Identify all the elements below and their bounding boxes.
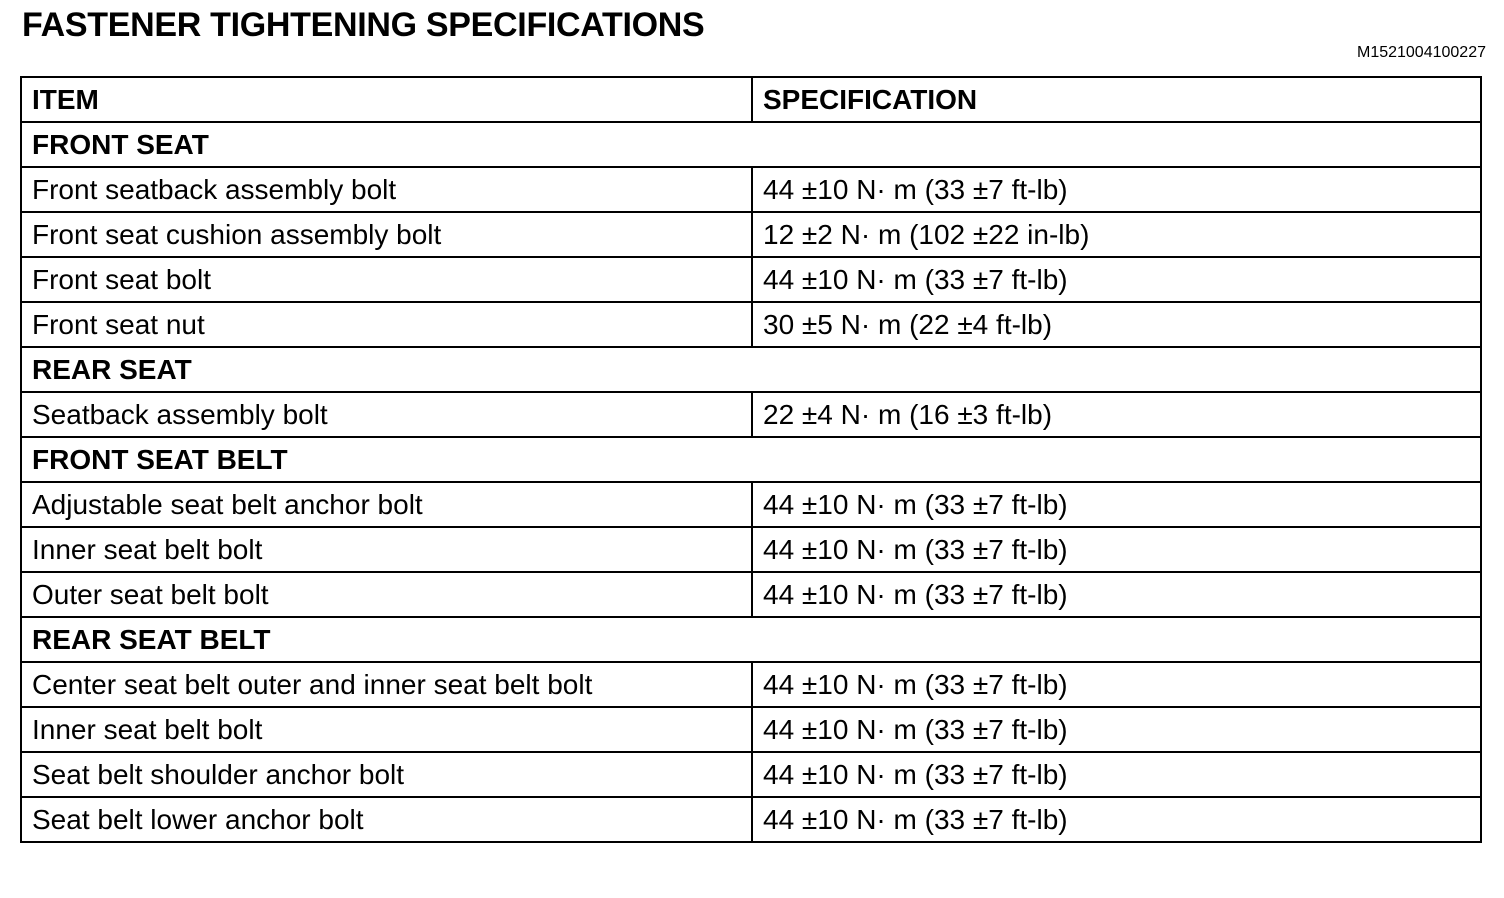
item-cell: Center seat belt outer and inner seat belt bolt xyxy=(21,662,752,707)
table-row xyxy=(21,212,1481,257)
item-cell: Front seatback assembly bolt xyxy=(21,167,752,212)
table-row xyxy=(21,257,1481,302)
item-cell: Inner seat belt bolt xyxy=(21,527,752,572)
spec-cell: 44 ±10 N· m (33 ±7 ft-lb) xyxy=(752,167,1481,212)
section-title: FRONT SEAT xyxy=(21,122,1481,167)
table-row xyxy=(21,482,1481,527)
item-cell: Front seat bolt xyxy=(21,257,752,302)
section-title: REAR SEAT xyxy=(21,347,1481,392)
table-row xyxy=(21,797,1481,842)
section-row xyxy=(21,122,1481,167)
table-row xyxy=(21,302,1481,347)
table-header-row xyxy=(21,77,1481,122)
spec-cell: 22 ±4 N· m (16 ±3 ft-lb) xyxy=(752,392,1481,437)
section-title: FRONT SEAT BELT xyxy=(21,437,1481,482)
spec-cell: 44 ±10 N· m (33 ±7 ft-lb) xyxy=(752,257,1481,302)
table-row xyxy=(21,572,1481,617)
spec-cell: 12 ±2 N· m (102 ±22 in-lb) xyxy=(752,212,1481,257)
page-title: FASTENER TIGHTENING SPECIFICATIONS xyxy=(22,6,705,44)
table-row xyxy=(21,167,1481,212)
table-row xyxy=(21,752,1481,797)
header-item: ITEM xyxy=(21,77,752,122)
spec-cell: 44 ±10 N· m (33 ±7 ft-lb) xyxy=(752,797,1481,842)
item-cell: Seat belt lower anchor bolt xyxy=(21,797,752,842)
spec-cell: 44 ±10 N· m (33 ±7 ft-lb) xyxy=(752,572,1481,617)
document-id: M1521004100227 xyxy=(1356,44,1486,61)
section-row xyxy=(21,347,1481,392)
item-cell: Outer seat belt bolt xyxy=(21,572,752,617)
spec-cell: 44 ±10 N· m (33 ±7 ft-lb) xyxy=(752,752,1481,797)
header-specification: SPECIFICATION xyxy=(752,77,1481,122)
spec-cell: 44 ±10 N· m (33 ±7 ft-lb) xyxy=(752,527,1481,572)
section-title: REAR SEAT BELT xyxy=(21,617,1481,662)
section-row xyxy=(21,437,1481,482)
item-cell: Front seat nut xyxy=(21,302,752,347)
table-row xyxy=(21,527,1481,572)
spec-cell: 44 ±10 N· m (33 ±7 ft-lb) xyxy=(752,482,1481,527)
section-row xyxy=(21,617,1481,662)
spec-table xyxy=(20,76,1482,843)
item-cell: Inner seat belt bolt xyxy=(21,707,752,752)
table-row xyxy=(21,392,1481,437)
item-cell: Seatback assembly bolt xyxy=(21,392,752,437)
table-row xyxy=(21,707,1481,752)
item-cell: Adjustable seat belt anchor bolt xyxy=(21,482,752,527)
spec-cell: 44 ±10 N· m (33 ±7 ft-lb) xyxy=(752,662,1481,707)
spec-cell: 30 ±5 N· m (22 ±4 ft-lb) xyxy=(752,302,1481,347)
item-cell: Front seat cushion assembly bolt xyxy=(21,212,752,257)
table-row xyxy=(21,662,1481,707)
spec-cell: 44 ±10 N· m (33 ±7 ft-lb) xyxy=(752,707,1481,752)
item-cell: Seat belt shoulder anchor bolt xyxy=(21,752,752,797)
